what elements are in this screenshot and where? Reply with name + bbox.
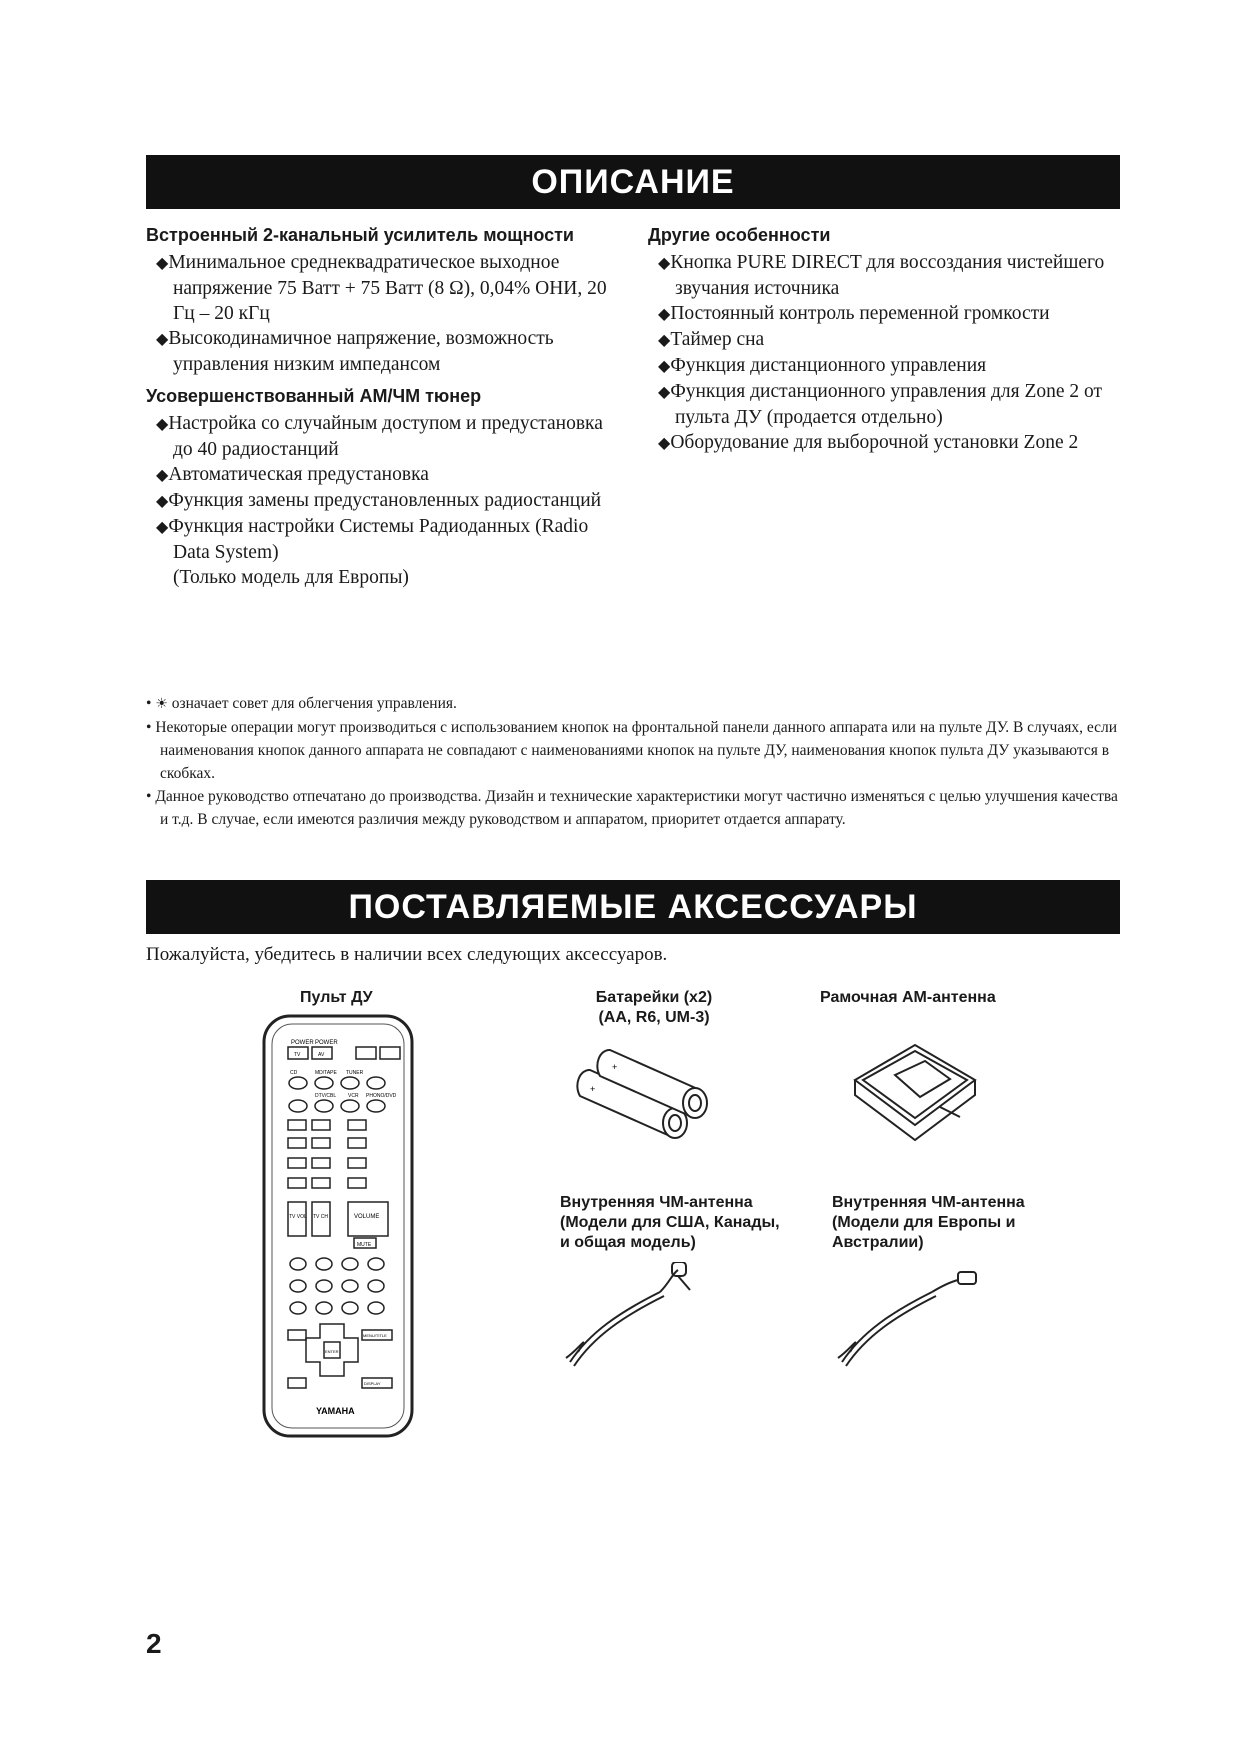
svg-text:MD/TAPE: MD/TAPE: [315, 1070, 337, 1076]
list-item: ◆Настройка со случайным доступом и предустановка до 40 радиостанций: [156, 413, 603, 460]
svg-text:PHONO/DVD: PHONO/DVD: [366, 1093, 397, 1099]
heading-amplifier: Встроенный 2-канальный усилитель мощности: [146, 225, 574, 245]
list-item: ◆Таймер сна: [658, 329, 765, 350]
features-left-column: [146, 222, 616, 590]
svg-text:TV: TV: [294, 1052, 301, 1058]
remote-control-illustration: [258, 1012, 418, 1442]
note-item: • ☀ означает совет для облегчения управления.: [146, 695, 457, 712]
am-loop-antenna-illustration: [845, 1035, 985, 1145]
list-item: ◆Функция дистанционного управления для Zone 2 от пульта ДУ (продается отдельно): [658, 381, 1103, 428]
list-item: ◆Функция дистанционного управления: [658, 355, 987, 376]
batteries-illustration: [570, 1040, 720, 1140]
caption-am-antenna: Рамочная AM-антенна: [820, 989, 996, 1006]
caption-fm-antenna-us: Внутренняя ЧМ-антенна (Модели для США, Канады, и общая модель): [560, 1194, 780, 1251]
list-item: ◆Кнопка PURE DIRECT для воссоздания чистейшего звучания источника: [658, 252, 1105, 299]
caption-fm-antenna-eu: Внутренняя ЧМ-антенна (Модели для Европы и Австралии): [832, 1194, 1025, 1251]
note-item: • Данное руководство отпечатано до производства. Дизайн и технические характеристики могут частично изменяться с целью улучшения качества и т.д. В случае, если имеются различия между руководством и аппаратом, приоритет отдается аппарату.: [146, 788, 1118, 828]
svg-text:DISPLAY: DISPLAY: [364, 1381, 381, 1386]
svg-text:DTV/CBL: DTV/CBL: [315, 1093, 337, 1099]
svg-text:VCR: VCR: [348, 1093, 359, 1099]
list-item: ◆Функция настройки Системы Радиоданных (Radio Data System): [156, 516, 589, 563]
caption-batteries: Батарейки (x2) (AA, R6, UM-3): [595, 989, 713, 1026]
svg-text:TV VOL: TV VOL: [289, 1214, 307, 1220]
list-item: ◆Постоянный контроль переменной громкости: [658, 303, 1050, 324]
svg-text:CD: CD: [290, 1070, 298, 1076]
list-item: ◆Автоматическая предустановка: [156, 464, 429, 485]
svg-text:POWER: POWER: [291, 1040, 314, 1046]
section-title-accessories: ПОСТАВЛЯЕМЫЕ АКСЕССУАРЫ: [146, 880, 1120, 934]
list-item: ◆Минимальное среднеквадратическое выходное напряжение 75 Ватт + 75 Ватт (8 Ω), 0,04% ОНИ, 20 Гц – 20 кГц: [156, 252, 607, 324]
features-right-column: [648, 222, 1118, 456]
list-item-continuation: (Только модель для Европы): [173, 567, 409, 588]
fm-antenna-eu-illustration: [832, 1262, 992, 1372]
svg-text:AV: AV: [318, 1052, 325, 1058]
svg-text:POWER: POWER: [315, 1040, 338, 1046]
list-item: ◆Оборудование для выборочной установки Zone 2: [658, 432, 1079, 453]
heading-other-features: Другие особенности: [648, 225, 831, 245]
caption-remote: Пульт ДУ: [300, 989, 373, 1006]
svg-text:TUNER: TUNER: [346, 1070, 364, 1076]
svg-text:MUTE: MUTE: [357, 1242, 372, 1248]
svg-text:ENTER: ENTER: [325, 1349, 339, 1354]
svg-text:YAMAHA: YAMAHA: [316, 1406, 355, 1416]
note-item: • Некоторые операции могут производиться с использованием кнопок на фронтальной панели данного аппарата или на пульте ДУ. В случаях, если наименования кнопок данного аппарата не совпадают с наименованиями кнопок на пульте ДУ, наименования кнопок пульта ДУ указываются в скобках.: [146, 719, 1118, 782]
fm-antenna-us-illustration: [560, 1262, 720, 1372]
accessories-intro: Пожалуйста, убедитесь в наличии всех следующих аксессуаров.: [146, 944, 668, 965]
svg-text:TV CH: TV CH: [313, 1214, 328, 1220]
tip-icon: ☀: [155, 696, 168, 712]
list-item: ◆Высокодинамичное напряжение, возможность управления низким импедансом: [156, 328, 554, 375]
page-number: 2: [146, 1628, 162, 1659]
svg-text:MENU/TITLE: MENU/TITLE: [363, 1333, 387, 1338]
list-item: ◆Функция замены предустановленных радиостанций: [156, 490, 602, 511]
plus-symbol: +: [590, 1084, 596, 1094]
section-title-description: ОПИСАНИЕ: [146, 155, 1120, 209]
svg-text:VOLUME: VOLUME: [354, 1214, 380, 1220]
heading-tuner: Усовершенствованный АМ/ЧМ тюнер: [146, 386, 482, 406]
notes-list: [146, 692, 1126, 831]
plus-symbol: +: [612, 1062, 618, 1072]
